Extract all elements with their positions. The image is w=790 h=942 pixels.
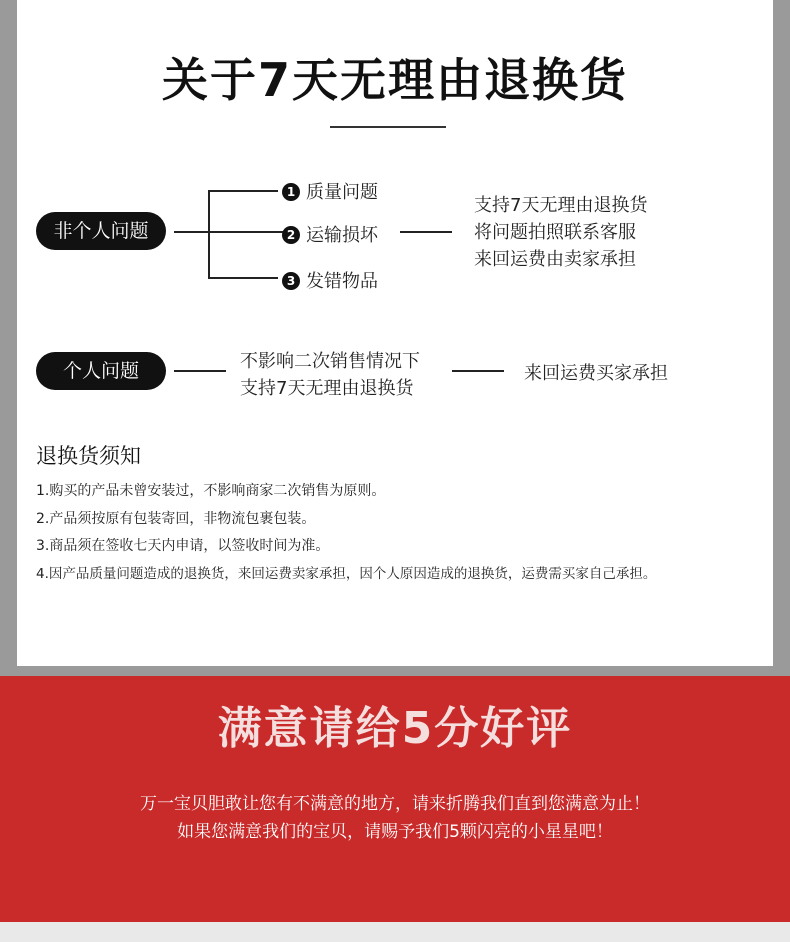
notice-item: 1.购买的产品未曾安装过，不影响商家二次销售为原则。 <box>36 483 386 499</box>
issue-item-transport: 2 运输损坏 <box>282 221 378 247</box>
bracket-vertical <box>208 190 210 279</box>
non-personal-result-3: 来回运费由卖家承担 <box>474 249 636 270</box>
banner-line-2: 如果您满意我们的宝贝，请赐予我们5颗闪亮的小星星吧！ <box>177 822 613 842</box>
notice-title: 退换货须知 <box>36 444 141 468</box>
number-badge: 2 <box>282 226 300 244</box>
bracket-bottom <box>208 277 278 279</box>
page-title: 关于7天无理由退换货 <box>161 53 628 107</box>
connector-line <box>174 231 284 233</box>
personal-label: 个人问题 <box>36 352 166 390</box>
bottom-strip <box>0 922 790 942</box>
personal-result: 来回运费买家承担 <box>524 363 668 384</box>
personal-condition-1: 不影响二次销售情况下 <box>240 351 420 372</box>
personal-condition-2: 支持7天无理由退换货 <box>240 378 414 399</box>
issue-item-wrong-item: 3 发错物品 <box>282 267 378 293</box>
non-personal-label: 非个人问题 <box>36 212 166 250</box>
banner-title: 满意请给5分好评 <box>217 703 573 754</box>
notice-item: 3.商品须在签收七天内申请，以签收时间为准。 <box>36 538 330 554</box>
issue-item-quality: 1 质量问题 <box>282 178 378 204</box>
connector-line <box>452 370 504 372</box>
title-divider <box>330 126 446 128</box>
bracket-top <box>208 190 278 192</box>
notice-item: 4.因产品质量问题造成的退换货，来回运费卖家承担，因个人原因造成的退换货，运费需买家自己承担。 <box>36 566 657 582</box>
banner-line-1: 万一宝贝胆敢让您有不满意的地方，请来折腾我们直到您满意为止！ <box>140 794 650 814</box>
non-personal-result-2: 将问题拍照联系客服 <box>474 222 636 243</box>
notice-item: 2.产品须按原有包装寄回，非物流包裹包装。 <box>36 511 316 527</box>
number-badge: 3 <box>282 272 300 290</box>
connector-line <box>400 231 452 233</box>
connector-line <box>174 370 226 372</box>
non-personal-result-1: 支持7天无理由退换货 <box>474 195 648 216</box>
number-badge: 1 <box>282 183 300 201</box>
